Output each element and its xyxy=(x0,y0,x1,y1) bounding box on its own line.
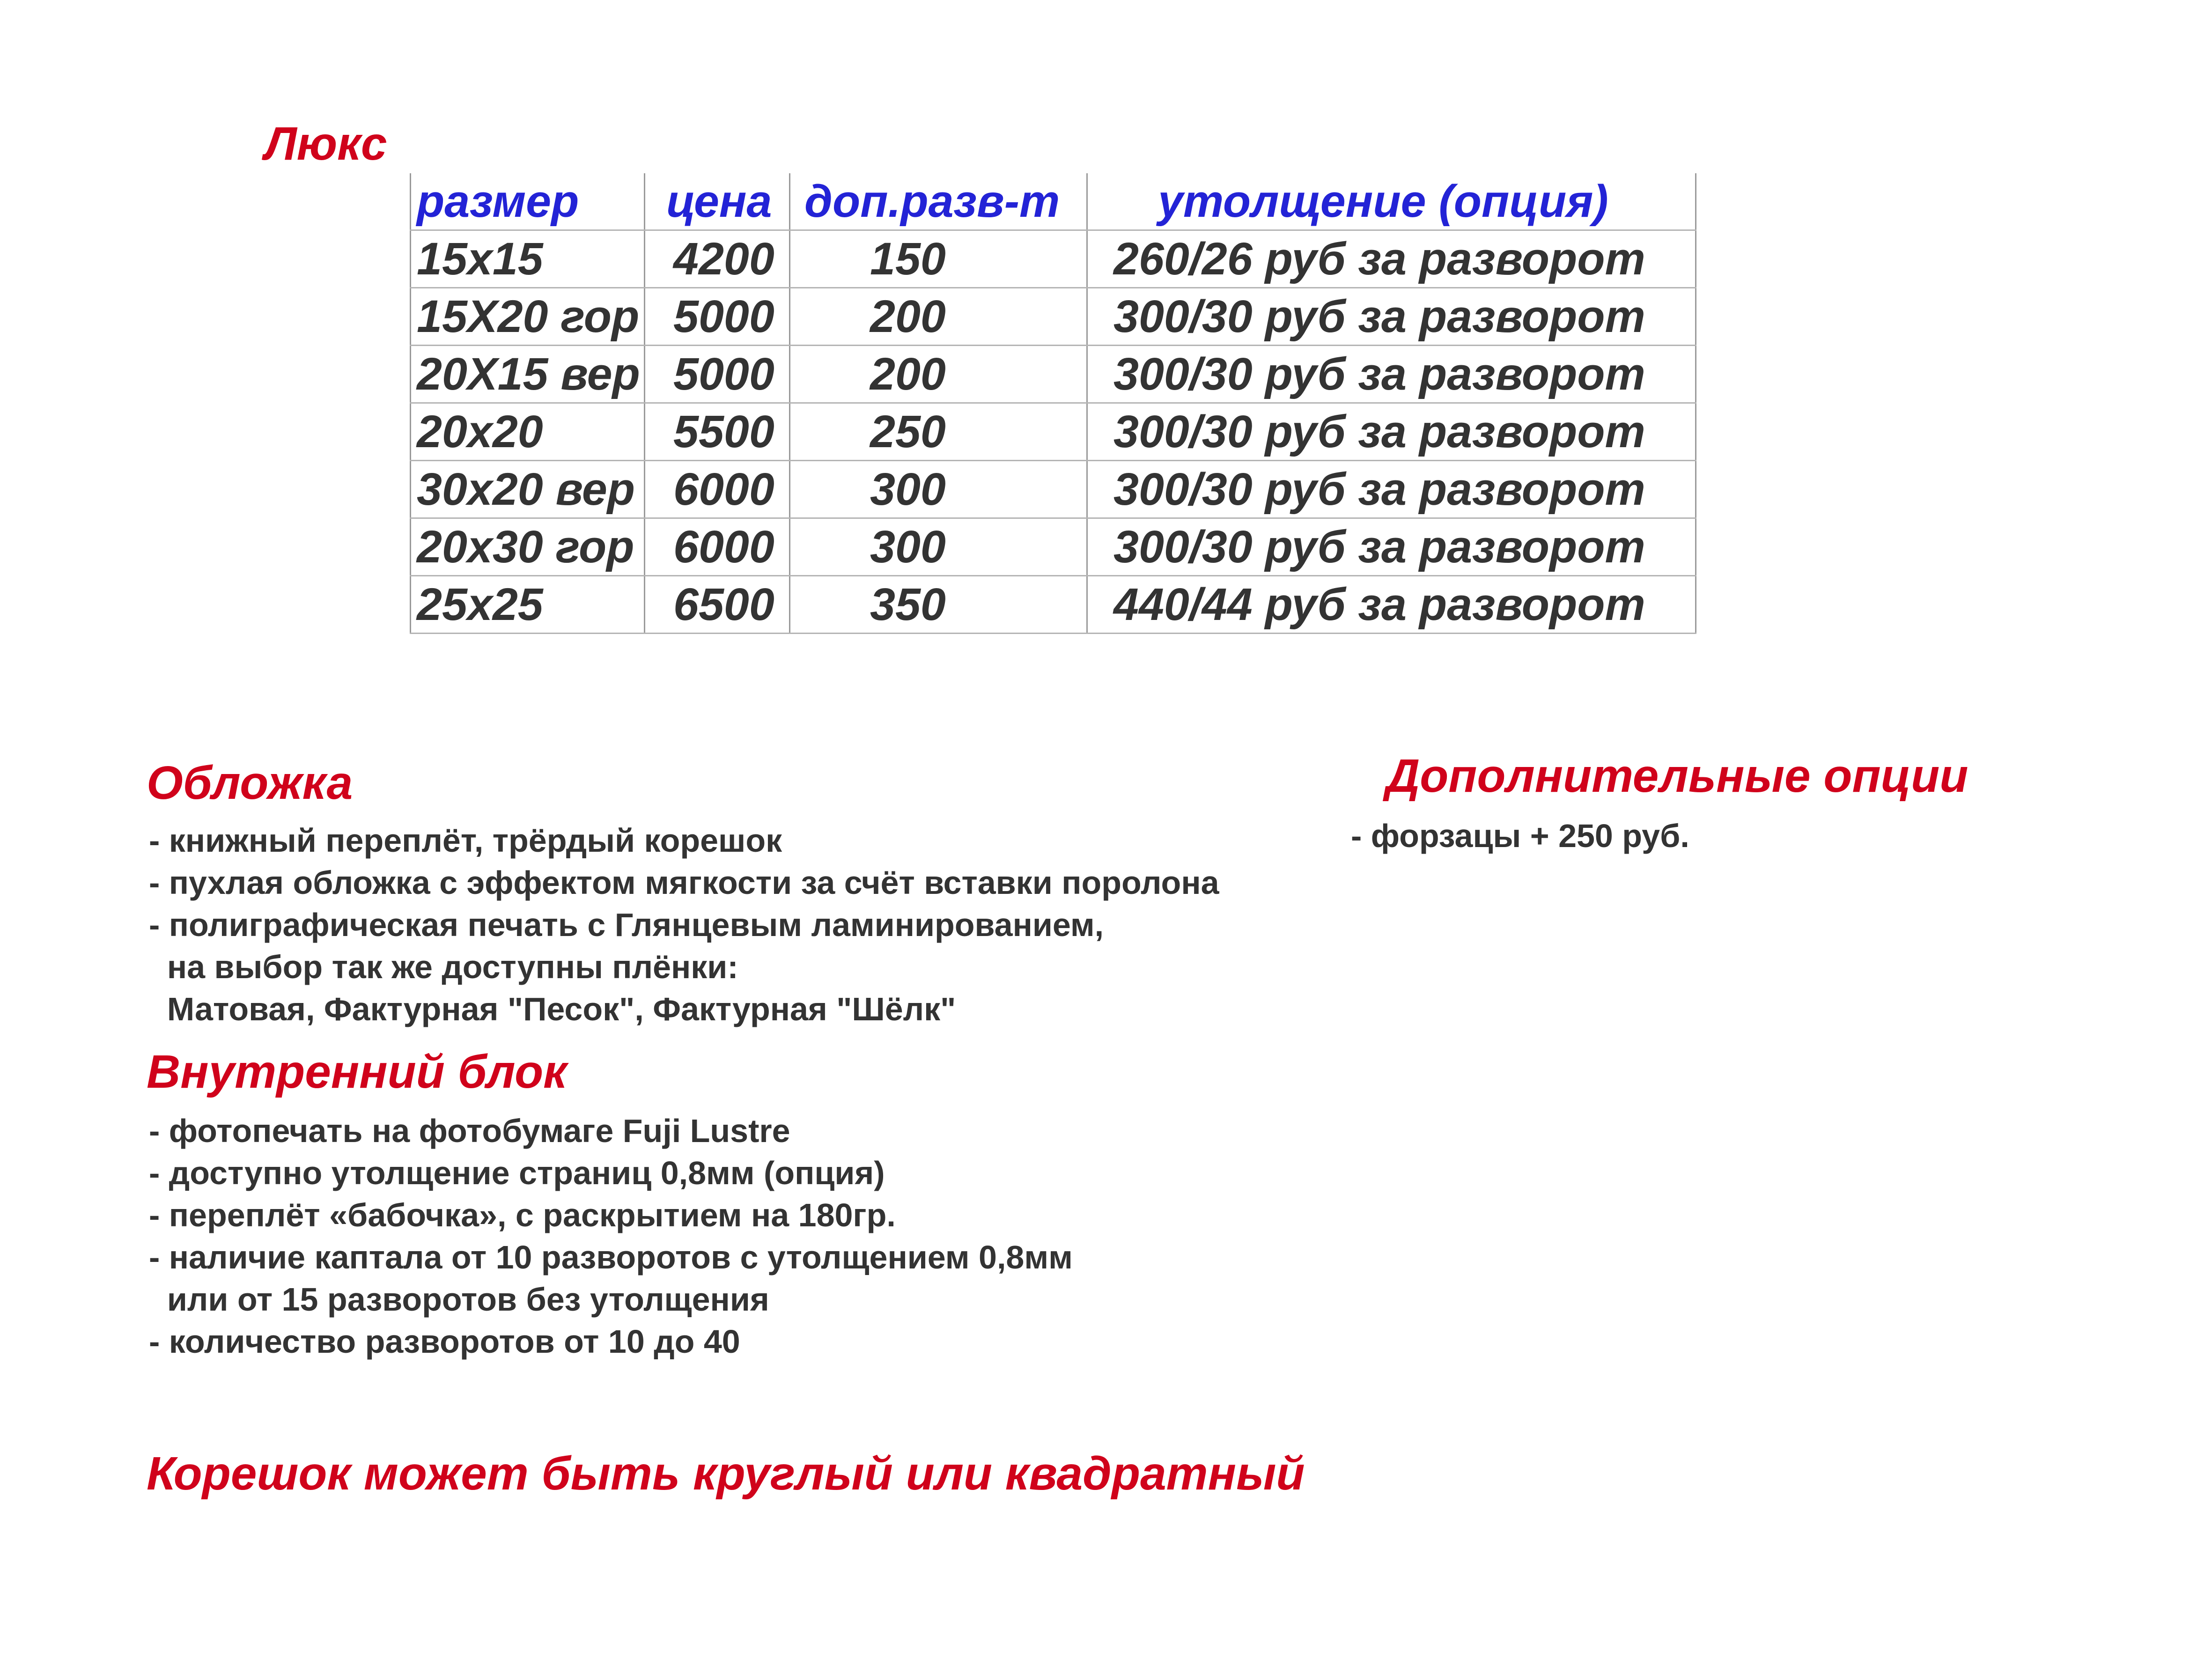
table-row xyxy=(411,518,1696,576)
list-item: Матовая, Фактурная "Песок", Фактурная "Шёлк" xyxy=(149,991,956,1027)
list-item: - пухлая обложка с эффектом мягкости за счёт вставки поролона xyxy=(149,864,1219,901)
list-item: - книжный переплёт, трёрдый корешок xyxy=(149,822,782,859)
list-item: - доступно утолщение страниц 0,8мм (опция) xyxy=(149,1155,885,1191)
lux-title: Люкс xyxy=(265,118,387,170)
cell-size: 15x15 xyxy=(411,230,645,288)
cell-thickening: 300/30 руб за разворот xyxy=(1087,518,1696,576)
cell-extra-spread: 250 xyxy=(790,403,1087,461)
cell-price: 5000 xyxy=(645,288,790,346)
cell-price: 5500 xyxy=(645,403,790,461)
cell-size: 25x25 xyxy=(411,576,645,634)
cell-extra-spread: 150 xyxy=(790,230,1087,288)
table-row xyxy=(411,461,1696,518)
cell-extra-spread: 200 xyxy=(790,288,1087,346)
extra-options-list xyxy=(1351,815,1689,857)
table-row xyxy=(411,230,1696,288)
list-item: - полиграфическая печать с Глянцевым ламинированием, xyxy=(149,907,1104,943)
table-row xyxy=(411,288,1696,346)
cell-size: 20x20 xyxy=(411,403,645,461)
header-thickening: утолщение (опция) xyxy=(1087,173,1696,230)
cell-price: 6000 xyxy=(645,518,790,576)
spine-note: Корешок может быть круглый или квадратный xyxy=(147,1447,1305,1500)
price-table xyxy=(410,173,1696,634)
cell-price: 6500 xyxy=(645,576,790,634)
extra-options-title: Дополнительные опции xyxy=(1386,750,1969,802)
inner-block-features-list xyxy=(149,1110,1073,1363)
list-item: - переплёт «бабочка», с раскрытием на 180гр. xyxy=(149,1197,896,1233)
list-item: - количество разворотов от 10 до 40 xyxy=(149,1323,740,1360)
cell-price: 6000 xyxy=(645,461,790,518)
cell-extra-spread: 200 xyxy=(790,346,1087,403)
table-row xyxy=(411,576,1696,634)
cell-thickening: 300/30 руб за разворот xyxy=(1087,403,1696,461)
header-extra-spread: доп.разв-т xyxy=(790,173,1087,230)
list-item: - фотопечать на фотобумаге Fuji Lustre xyxy=(149,1113,790,1149)
cell-size: 20x30 гор xyxy=(411,518,645,576)
header-price: цена xyxy=(645,173,790,230)
list-item: или от 15 разворотов без утолщения xyxy=(149,1281,769,1318)
table-header-row xyxy=(411,173,1696,230)
cell-size: 20X15 вер xyxy=(411,346,645,403)
cell-extra-spread: 350 xyxy=(790,576,1087,634)
cell-thickening: 440/44 руб за разворот xyxy=(1087,576,1696,634)
cell-price: 5000 xyxy=(645,346,790,403)
table-row xyxy=(411,346,1696,403)
cover-features-list xyxy=(149,819,1219,1030)
cell-extra-spread: 300 xyxy=(790,461,1087,518)
cell-thickening: 300/30 руб за разворот xyxy=(1087,288,1696,346)
cell-thickening: 260/26 руб за разворот xyxy=(1087,230,1696,288)
cell-thickening: 300/30 руб за разворот xyxy=(1087,461,1696,518)
header-size: размер xyxy=(411,173,645,230)
cell-thickening: 300/30 руб за разворот xyxy=(1087,346,1696,403)
table-row xyxy=(411,403,1696,461)
cell-extra-spread: 300 xyxy=(790,518,1087,576)
cell-size: 30x20 вер xyxy=(411,461,645,518)
cell-size: 15X20 гор xyxy=(411,288,645,346)
list-item: - форзацы + 250 руб. xyxy=(1351,818,1689,854)
list-item: на выбор так же доступны плёнки: xyxy=(149,949,738,985)
cell-price: 4200 xyxy=(645,230,790,288)
cover-title: Обложка xyxy=(147,757,353,809)
inner-block-title: Внутренний блок xyxy=(147,1046,567,1098)
list-item: - наличие каптала от 10 разворотов с утолщением 0,8мм xyxy=(149,1239,1073,1276)
